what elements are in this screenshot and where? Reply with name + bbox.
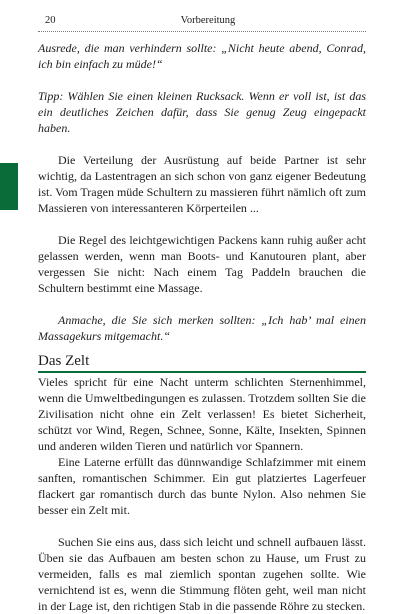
section-heading: Das Zelt [38,353,90,369]
section-paragraph: Suchen Sie eins aus, dass sich leicht und schnell aufbauen lässt. Üben sie das Aufbauen am besten schon zu Hause, um Frust zu vermeiden, falls es mal ziemlich spontan zugehen sollte. Wie vernichtend ist es, wenn die Stimmung flöten geht, weil man nicht in der Lage ist, den richtigen Stab in die passende Röhre zu stecken. [38,535,366,613]
running-title: Vorbereitung [180,15,236,26]
pickup-line-quote: Anmache, die Sie sich merken sollten: „Ich hab’ mal einen Massagekurs mitgemacht.“ [38,313,366,343]
section-paragraph: Vieles spricht für eine Nacht unterm schlichten Sternenhimmel, wenn die Umweltbedingungen es zulassen. Trotzdem sollten Sie die Zivilisation nicht ohne ein Zelt verlassen! Es bietet Sicherheit, schützt vor Wind, Regen, Schnee, Sonne, Kälte, Insekten, Spinnen und anderen wilden Tieren und natürlich vor Spannern. [38,375,366,453]
header-divider [38,31,366,32]
tip-paragraph: Tipp: Wählen Sie einen kleinen Rucksack. Wenn er voll ist, ist das ein deutliches Zeichen dafür, dass Sie genug Zeug eingepackt haben. [38,89,366,135]
page-body [38,40,366,614]
section-heading-rule [38,371,366,373]
excuse-quote: Ausrede, die man verhindern sollte: „Nicht heute abend, Conrad, ich bin einfach zu müde!“ [38,41,366,71]
page-number: 20 [45,15,56,26]
body-paragraph: Die Verteilung der Ausrüstung auf beide Partner ist sehr wichtig, da Lastentragen an sich schon von ganz eigener Bedeutung ist. Vom Tragen müde Schultern zu massieren führt nämlich oft zum Massieren von interessanteren Körperteilen ... [38,153,366,215]
section-paragraph: Eine Laterne erfüllt das dünnwandige Schlafzimmer mit einem sanften, romantischen Schimmer. Ein gut platziertes Lagerfeuer flackert gar romantisch durch das bunte Nylon. Also nehmen Sie besser ein Zelt mit. [38,455,366,517]
body-paragraph: Die Regel des leichtgewichtigen Packens kann ruhig außer acht gelassen werden, wenn man Boots- und Kanutouren plant, aber vergessen Sie nicht: Nach einem Tag Paddeln brauchen die Schultern bestimmt eine Massage. [38,233,366,295]
chapter-tab-marker [0,163,18,210]
